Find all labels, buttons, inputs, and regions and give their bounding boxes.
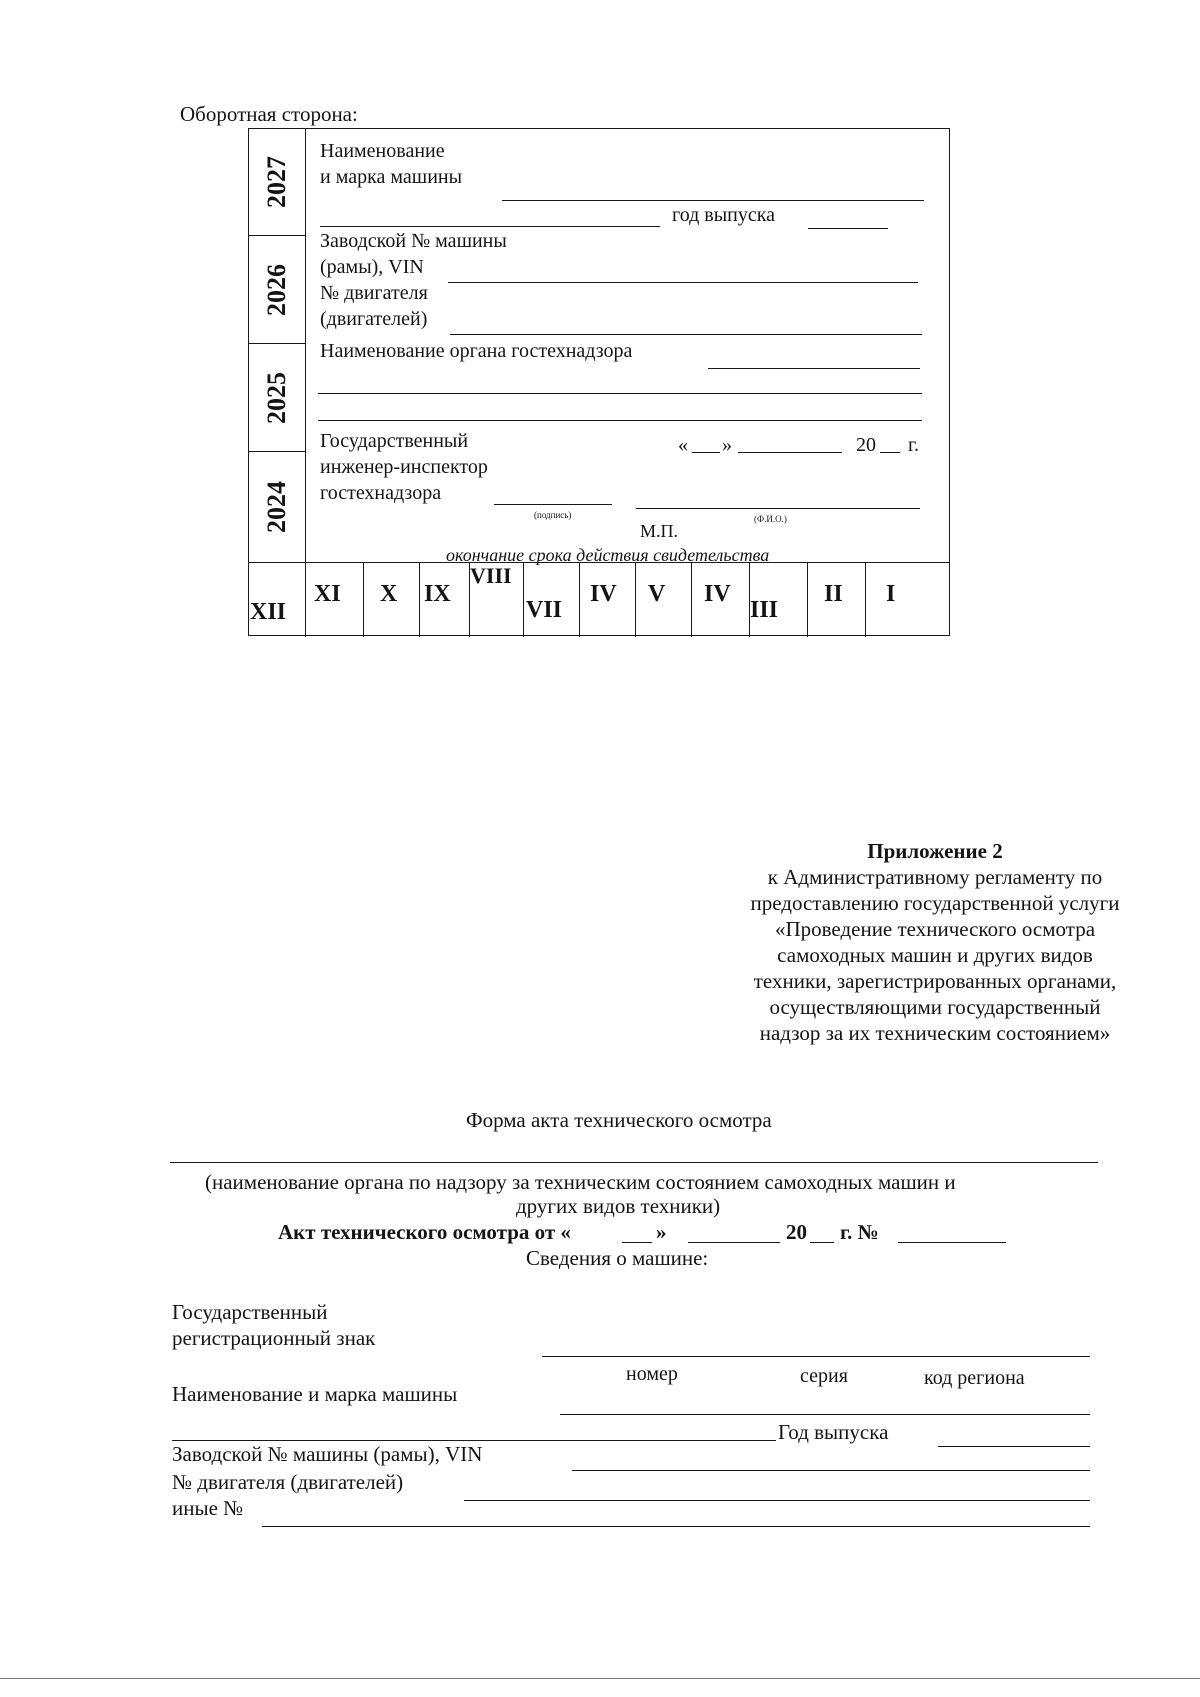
month-label: XII	[250, 599, 287, 625]
page-edge	[0, 1678, 1200, 1679]
date-open: «	[678, 434, 688, 456]
name-label-2: и марка машины	[320, 166, 463, 188]
month-label: X	[380, 581, 398, 607]
appendix-line: «Проведение технического осмотра	[774, 917, 1096, 941]
appendix-line: техники, зарегистрированных органами,	[753, 969, 1117, 993]
machine-info-heading: Сведения о машине:	[526, 1246, 709, 1270]
vin-field[interactable]	[448, 282, 918, 283]
month-cell[interactable]	[808, 563, 866, 637]
month-label: VII	[526, 597, 563, 623]
year-cell-2027	[248, 128, 306, 236]
month-label: V	[648, 581, 666, 607]
form-title: Форма акта технического осмотра	[466, 1108, 772, 1132]
reg-sign-label-1: Государственный	[172, 1300, 328, 1324]
month-cell[interactable]	[248, 563, 306, 637]
year-label: 2024	[261, 481, 291, 533]
authority-field[interactable]	[708, 368, 920, 369]
fio-field[interactable]	[636, 508, 920, 509]
month-cell[interactable]	[692, 563, 750, 637]
appendix-line: к Административному регламенту по	[767, 865, 1103, 889]
appendix-heading: Приложение 2	[867, 839, 1003, 863]
org-caption-2: других видов техники)	[516, 1194, 721, 1218]
reverse-side-label: Оборотная сторона:	[180, 102, 358, 126]
year-label: 2025	[261, 371, 291, 424]
month-cell[interactable]	[470, 563, 524, 637]
authority-label: Наименование органа гостехнадзора	[320, 340, 633, 362]
authority-field-2[interactable]	[318, 393, 922, 394]
fio-caption: (Ф.И.О.)	[754, 514, 787, 524]
month-row	[248, 562, 950, 636]
date-year-prefix: 20	[856, 434, 876, 456]
other-numbers-field[interactable]	[262, 1526, 1090, 1527]
number-caption: номер	[626, 1363, 678, 1385]
act-day-field[interactable]	[622, 1242, 652, 1243]
month-cell[interactable]	[866, 563, 950, 637]
date-day-field[interactable]	[692, 452, 720, 453]
factory-label-2: (рамы), VIN	[320, 256, 424, 278]
name-field[interactable]	[502, 200, 924, 201]
name-label-1: Наименование	[320, 140, 445, 162]
year-label: 2027	[261, 155, 291, 208]
engine-field[interactable]	[450, 334, 922, 335]
appendix-block	[700, 838, 1170, 1046]
act-year-prefix: 20	[786, 1220, 807, 1244]
date-year-field[interactable]	[880, 452, 900, 453]
month-cell[interactable]	[524, 563, 580, 637]
year-cell-2025	[248, 344, 306, 452]
engine-number-label: № двигателя (двигателей)	[172, 1470, 404, 1494]
signature-field[interactable]	[494, 504, 612, 505]
year-label: год выпуска	[672, 204, 776, 226]
org-field[interactable]	[170, 1162, 1098, 1163]
year-field[interactable]	[808, 228, 888, 229]
month-label: III	[750, 597, 779, 623]
inspector-label-3: гостехнадзора	[320, 482, 442, 504]
inspector-label-2: инженер-инспектор	[320, 456, 488, 478]
year-label: 2026	[261, 263, 291, 316]
signature-caption: (подпись)	[534, 510, 572, 520]
year-cell-2024	[248, 452, 306, 562]
act-title: Акт технического осмотра от «	[278, 1220, 571, 1244]
date-month-field[interactable]	[738, 452, 842, 453]
act-number-field[interactable]	[898, 1242, 1006, 1243]
act-close: »	[656, 1220, 667, 1244]
month-cell[interactable]	[750, 563, 808, 637]
appendix-line: осуществляющими государственный	[769, 995, 1101, 1019]
month-cell[interactable]	[306, 563, 364, 637]
date-close: »	[722, 434, 732, 456]
name-brand-field-2[interactable]	[172, 1440, 776, 1441]
factory-label-1: Заводской № машины	[320, 230, 507, 252]
engine-label-1: № двигателя	[320, 282, 428, 304]
inspector-label-1: Государственный	[320, 430, 469, 452]
reg-sign-field[interactable]	[542, 1356, 1090, 1357]
act-month-field[interactable]	[688, 1242, 780, 1243]
month-cell[interactable]	[364, 563, 420, 637]
engine-label-2: (двигателей)	[320, 308, 428, 330]
reg-sign-label-2: регистрационный знак	[172, 1326, 376, 1350]
year-cell-2026	[248, 236, 306, 344]
month-label: IX	[424, 581, 451, 607]
appendix-line: предоставлению государственной услуги	[750, 891, 1120, 915]
name-brand-label: Наименование и марка машины	[172, 1382, 458, 1406]
factory-vin-label: Заводской № машины (рамы), VIN	[172, 1442, 483, 1466]
act-number-label: г. №	[840, 1220, 879, 1244]
act-year-field[interactable]	[810, 1242, 834, 1243]
month-label: II	[824, 581, 843, 607]
name-field-cont[interactable]	[320, 226, 660, 227]
org-caption-1: (наименование органа по надзору за техническим состоянием самоходных машин и	[205, 1170, 956, 1194]
year-of-manufacture-label: Год выпуска	[778, 1420, 889, 1444]
month-label: XI	[314, 581, 341, 607]
appendix-line: надзор за их техническим состоянием»	[759, 1021, 1111, 1045]
month-label: VIII	[470, 563, 512, 588]
certificate-card	[248, 128, 950, 636]
region-caption: код региона	[924, 1367, 1025, 1389]
expiry-caption: окончание срока действия свидетельства	[446, 545, 770, 565]
month-cell[interactable]	[580, 563, 636, 637]
month-label: I	[886, 581, 896, 607]
other-numbers-label: иные №	[172, 1496, 244, 1520]
month-cell[interactable]	[420, 563, 470, 637]
month-label: IV	[590, 581, 617, 607]
appendix-line: самоходных машин и других видов	[777, 943, 1093, 967]
name-brand-field[interactable]	[560, 1414, 1090, 1415]
engine-number-field[interactable]	[464, 1500, 1090, 1501]
month-cell[interactable]	[636, 563, 692, 637]
year-of-manufacture-field[interactable]	[938, 1446, 1090, 1447]
month-label: IV	[704, 581, 731, 607]
factory-vin-field[interactable]	[572, 1470, 1090, 1471]
series-caption: серия	[800, 1365, 848, 1387]
stamp-label: М.П.	[640, 521, 679, 541]
date-g: г.	[908, 434, 919, 456]
authority-field-3[interactable]	[318, 420, 922, 421]
